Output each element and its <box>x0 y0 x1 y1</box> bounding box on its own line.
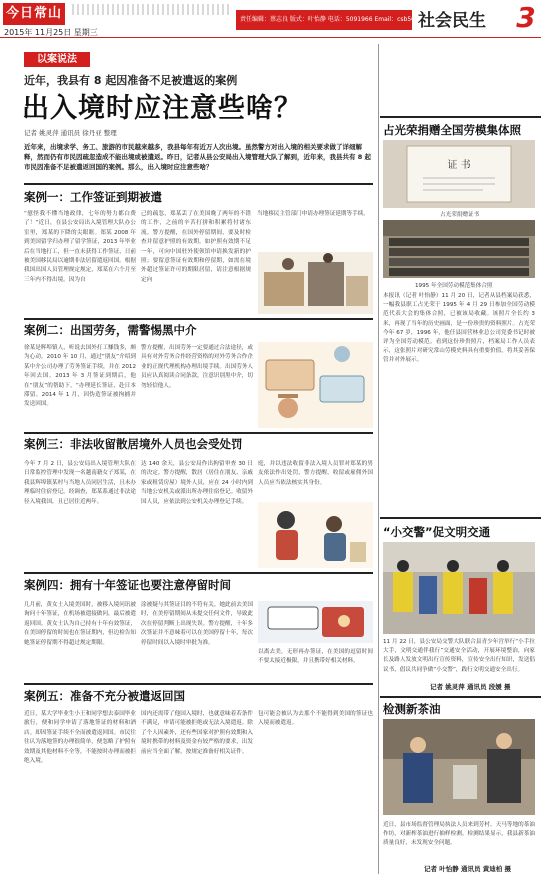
issue-date: 2015年 11月25日 星期三 <box>4 28 98 37</box>
case-rule <box>24 183 373 185</box>
case-title: 案例五：准备不充分被遣返回国 <box>24 689 185 703</box>
photo-credit: 记者 姚灵萍 通讯员 段媛 摄 <box>430 683 511 691</box>
case-text: 达 140 余天，县公安局作出拘留审查 30 日的决定。警方提醒，散居（居住在朋友、亲戚家或租赁房屋）境外人员，应在 24 小时内到当地公安机关或派出所办理住宿登记。收留外国人员，应依法到公安机关办理登记手续。 <box>141 461 253 505</box>
photo-caption: 1995 年全国劳动模范集体合照 <box>415 283 493 289</box>
side-rule <box>380 696 541 698</box>
case-text: 国内还需带了他国入境时，也就意味着若条件不满足，申请可能被拒绝或无法入境遣返。除了个人因素外，还有些国家对护照有效期和入境时携带的材料及资金有较严格的要求，出发前应当全面了解，按规定准备好相关证件。 <box>141 711 253 755</box>
side-story-title: 检测新茶油 <box>383 702 441 716</box>
tea-oil-inspection-photo <box>383 719 535 815</box>
certificate-photo <box>383 140 535 208</box>
case-text: 今年 7 月 2 日，县公安局出入境管理大队在日常监控管理中发现一名越南籍女子郑某，在我县辉埠镇某村与当地人员同居生活，且未办理临时住宿登记。经调查，郑某系通过非法途径入境我国，且已居住近两年。 <box>24 461 136 505</box>
case-text: 庭，并以违法收留非法入境人员罪对郑某的男友依法作出处罚，警方提醒，收留或雇佣外国人员应当依法核实其身份。 <box>258 461 373 486</box>
article-headline: 出入境时应注意些啥？ <box>22 93 302 124</box>
column-divider <box>378 44 379 874</box>
newspaper-logo: 今日常山 <box>3 3 65 25</box>
case-text: 包可能会被认为去那个不能得到美国的签证也入境而被遣返。 <box>258 711 373 727</box>
photo-caption: 近日，县市场监督管理局执法人员来到芳村、天马等地的茶油作坊，对新榨茶油进行抽样检测。检测结果显示，我县新茶油质量良好，未发现安全问题。 <box>383 822 535 847</box>
case-text: 当地移民主管部门申请办理签证延期等手续。 <box>257 211 369 217</box>
case-text: 己的疏忽，郑某丢了在美国晚了两年的不错的工作，之前的辛苦打拼和积累将付诸东流。警方提醒，在国外停留期间，要及时检查并留意护照的有效期。如护照有效期不足一年，可向中国驻外使领馆申请换发新的护照；要留意签证有效期和停留期，如需在境外超过签证许可的期限居留，请注意根据规定向 <box>141 211 251 283</box>
svg-text:证 书: 证 书 <box>447 160 471 171</box>
case-rule <box>24 683 373 685</box>
case-rule <box>24 572 373 574</box>
article-subtitle: 近年，我县有 8 起因准备不足被遣返的案例 <box>24 74 238 87</box>
side-story-title: 占光荣捐赠全国劳模集体照 <box>383 123 521 137</box>
photo-caption: 11 月 22 日，县公安局交警大队联合县青少年宫举行“小手拉大手，文明交通伴我行”交通安全活动，开展环境整治，向家长及路人发放文明出行宣传资料，宣传安全出行知识，发送倡议书，倡议共同争做“小交警”，践行文明交通安全出行。 <box>383 639 535 673</box>
traffic-event-photo <box>383 542 535 634</box>
case-title: 案例一：工作签证到期被遣 <box>24 190 162 204</box>
case-text: 近日，某大学毕业生小王和同学想去泰国毕业旅行，便和同学申请了落地签证的材料和酒店。却因签证手续不全而被遣返回国。市民往往认为落地签的办理很简单，便忽略了护照有效期及其他材料不全等，不能按时办理而被拒绝入境。 <box>24 711 136 765</box>
case-illustration <box>258 252 373 314</box>
case-text: “慰怪我不懂当地政律，七年的努力都白费了！”近日，在县公安局出入境管理大队办公室里，郑某的下降的尖眼眶。郑某 2008 年到美国留学归办理了留学签证，2013 年毕业后在当地打工，但一直未获得工作签证，日前被美国移民局以逾期非法居留遣返回国。根据我国出国人员管理规定规定，郑某在六个月至三年内不得出境。因为自 <box>24 211 136 283</box>
side-story-title: “小交警”促文明交通 <box>383 525 491 539</box>
case-text: 涂被疑与其签证目的不符有关。她此前去美国时，在美停留期间从未提交任何文件，导致此次在停留判断上出现失误。警方提醒，十年多次签证并不意味着可以在美国停留十年，每次停留时间以入境时审批为准。 <box>141 602 253 646</box>
side-rule <box>380 517 541 519</box>
case-rule <box>24 318 373 320</box>
case-text: 几月前，黄女士入境美国时，被移入境问讯被询问十年签证，在机场被遣接做问，最后被遣返回国。黄女士认为自己持有十年有效签证，在美国停留的时间也在签证期内，但边检告知她签证停留期不得超过规定期限。 <box>24 602 136 646</box>
case-text: 以离去美，无形再办签证，在美国的逗留时间不要太接近极限，并且携带好相关材料。 <box>258 649 373 665</box>
case-illustration <box>258 601 373 643</box>
side-rule <box>380 116 541 118</box>
masthead <box>0 0 541 38</box>
case-rule <box>24 432 373 434</box>
photo-credit: 记者 叶怡静 通讯员 黄迪柏 摄 <box>424 865 512 873</box>
section-title: 社会民生 <box>418 11 486 31</box>
masthead-rule <box>0 37 541 38</box>
article-lead: 近年来，出境求学、务工、旅游的市民越来越多，我县每年有近万人次出境。虽然警方对出入境的相关要求做了详细解释，然而仍有市民因疏忽造成不能出境或被遣返。昨日，记者从县公安局出入境管理大队了解到，近年来，我县共有 8 起市民因准备不足被遣返回国的案例。那么，出入境时应注意些啥？ <box>24 143 372 171</box>
page-number: 3 <box>516 1 536 34</box>
case-text: 徐某是辉埠镇人，听说去国外打工赚钱多，颇为心动。2010 年 10 月，通过“朋友”介绍到某中介公司办理了劳务签证手续，并在 2012 年回去国。2013 年 3 月签证到期后，他在“朋友”的帮助下，“办理延长签证，赴日本滞留。2014 年 1 月，因伪造签证被拘捕并发送回国。 <box>24 345 136 408</box>
editor-credits: 责任编辑：蔡志良 版式：叶怡静 电话：5091966 Email：csb5091777@163.com <box>240 16 467 23</box>
case-text: 警方提醒，出国劳务一定要通过合法途径，或具有对外劳务合作经营资格的对外劳务合作企业的正规代理机构办理出境手续。出国劳务人员应认真阅读合同条款，注意识别黑中介，切勿轻信他人。 <box>141 345 253 389</box>
photo-caption: 占光荣捐赠证书 <box>440 212 480 218</box>
case-illustration <box>258 342 373 428</box>
group-photo <box>383 220 535 278</box>
case-title: 案例三：非法收留散居境外人员也会受处罚 <box>24 437 243 451</box>
case-title: 案例二：出国劳务，需警惕黑中介 <box>24 323 197 337</box>
article-byline: 记者 姚灵萍 通讯员 徐丹亚 整理 <box>24 129 117 137</box>
kicker-label: 以案说法 <box>24 52 90 67</box>
masthead-decoration <box>72 4 232 15</box>
case-illustration <box>258 502 373 568</box>
side-story-body: 本报讯（记者 叶怡静）11 月 20 日，记者从县档案局获悉，一幅我县职工占光荣于 1995 年 4 月 29 日参加全国劳动模范代表大会的集体合照，已被该局收藏。该照片全长约 3 米，再现了当年的历史画面，是一份珍贵的资料照片。占光荣今年 67 岁，1996 年，他任县国营林业总公司党委书记时被评为全国劳动模范。看到这份珍贵照片，档案局工作人员表示，这张照片对研究常山劳模史料具有重要价值，将其妥善保管并对外展示。 <box>383 293 535 364</box>
case-title: 案例四：拥有十年签证也要注意停留时间 <box>24 578 231 592</box>
